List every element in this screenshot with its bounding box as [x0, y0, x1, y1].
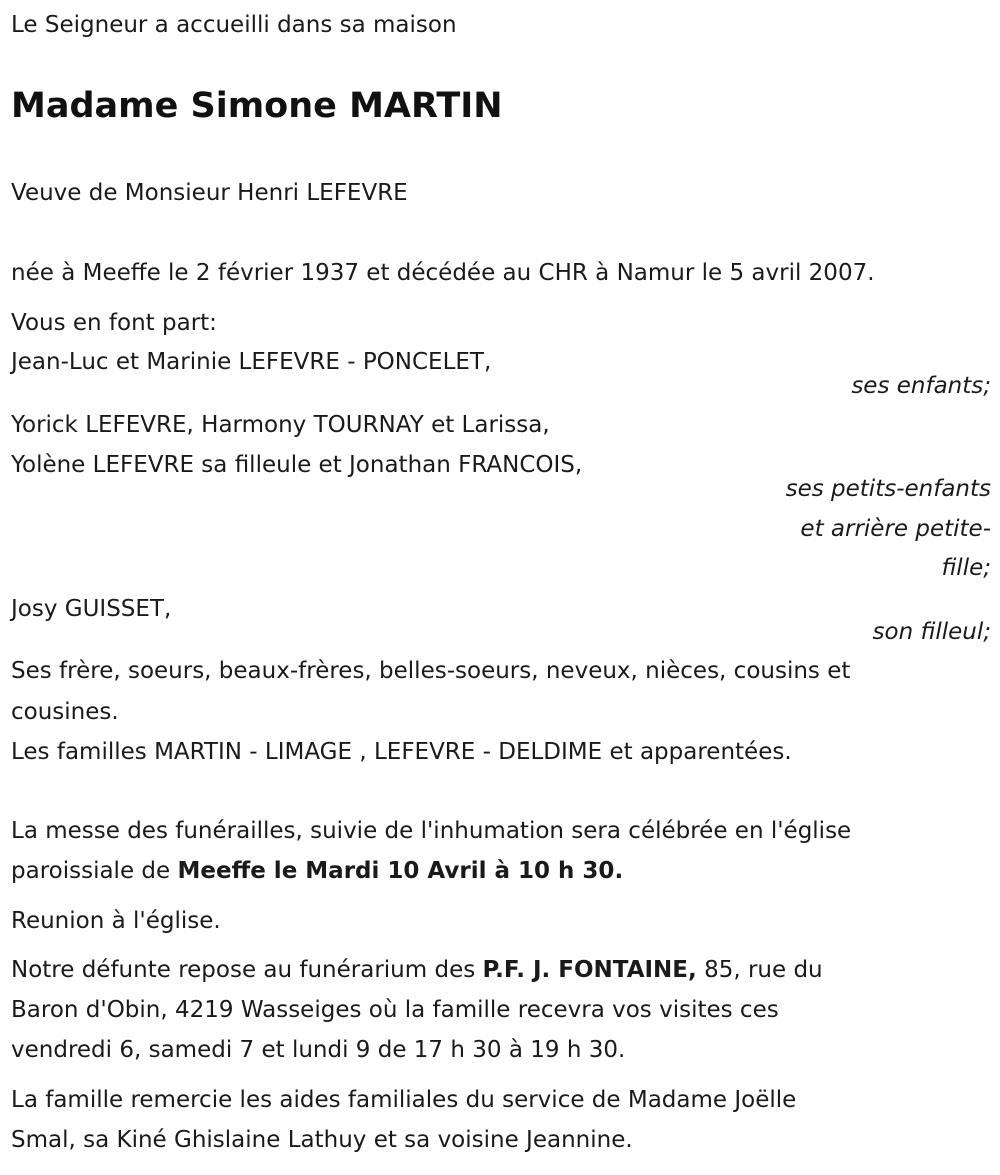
- thanks-line-1: La famille remercie les aides familiales du service de Madame Joëlle: [11, 1087, 797, 1113]
- birth-death-text: née à Meeffe le 2 février 1937 et décédée au CHR à Namur le 5 avril 2007.: [11, 260, 875, 286]
- thanks-line-2: Smal, sa Kiné Ghislaine Lathuy et sa voisine Jeannine.: [11, 1127, 633, 1153]
- grandchildren-role-1: ses petits-enfants: [785, 476, 991, 502]
- families-text: Les familles MARTIN - LIMAGE , LEFEVRE - DELDIME et apparentées.: [11, 739, 792, 765]
- repose-line-1-suffix: 85, rue du: [696, 957, 823, 983]
- mass-line-2-prefix: paroissiale de: [11, 858, 178, 884]
- children-role: ses enfants;: [851, 373, 991, 399]
- repose-line-2: Baron d'Obin, 4219 Wasseiges où la famille recevra vos visites ces: [11, 997, 779, 1023]
- announce-text: Vous en font part:: [11, 310, 217, 336]
- siblings-line-2: cousines.: [11, 699, 119, 725]
- children-names: Jean-Luc et Marinie LEFEVRE - PONCELET,: [11, 349, 492, 375]
- godson-names: Josy GUISSET,: [11, 596, 172, 622]
- mass-date-time: Meeffe le Mardi 10 Avril à 10 h 30.: [177, 858, 624, 884]
- repose-line-1: [11, 950, 823, 990]
- mass-line-1: La messe des funérailles, suivie de l'inhumation sera célébrée en l'église: [11, 818, 852, 844]
- meeting-text: Reunion à l'église.: [11, 908, 221, 934]
- repose-line-1-prefix: Notre défunte repose au funérarium des: [11, 957, 483, 983]
- funeral-home-name: P.F. J. FONTAINE,: [482, 957, 697, 983]
- repose-line-3: vendredi 6, samedi 7 et lundi 9 de 17 h 30 à 19 h 30.: [11, 1037, 626, 1063]
- grandchildren-role-3: fille;: [941, 555, 991, 581]
- mass-line-2: [11, 851, 623, 891]
- godson-role: son filleul;: [872, 619, 991, 645]
- grandchildren-role-2: et arrière petite-: [800, 516, 991, 542]
- deceased-name: Madame Simone MARTIN: [11, 86, 503, 126]
- intro-text: Le Seigneur a accueilli dans sa maison: [11, 12, 457, 38]
- grandchildren-line-1: Yorick LEFEVRE, Harmony TOURNAY et Larissa,: [11, 412, 550, 438]
- grandchildren-line-2: Yolène LEFEVRE sa filleule et Jonathan FRANCOIS,: [11, 452, 583, 478]
- widow-of-text: Veuve de Monsieur Henri LEFEVRE: [11, 180, 408, 206]
- siblings-line-1: Ses frère, soeurs, beaux-frères, belles-soeurs, neveux, nièces, cousins et: [11, 658, 851, 684]
